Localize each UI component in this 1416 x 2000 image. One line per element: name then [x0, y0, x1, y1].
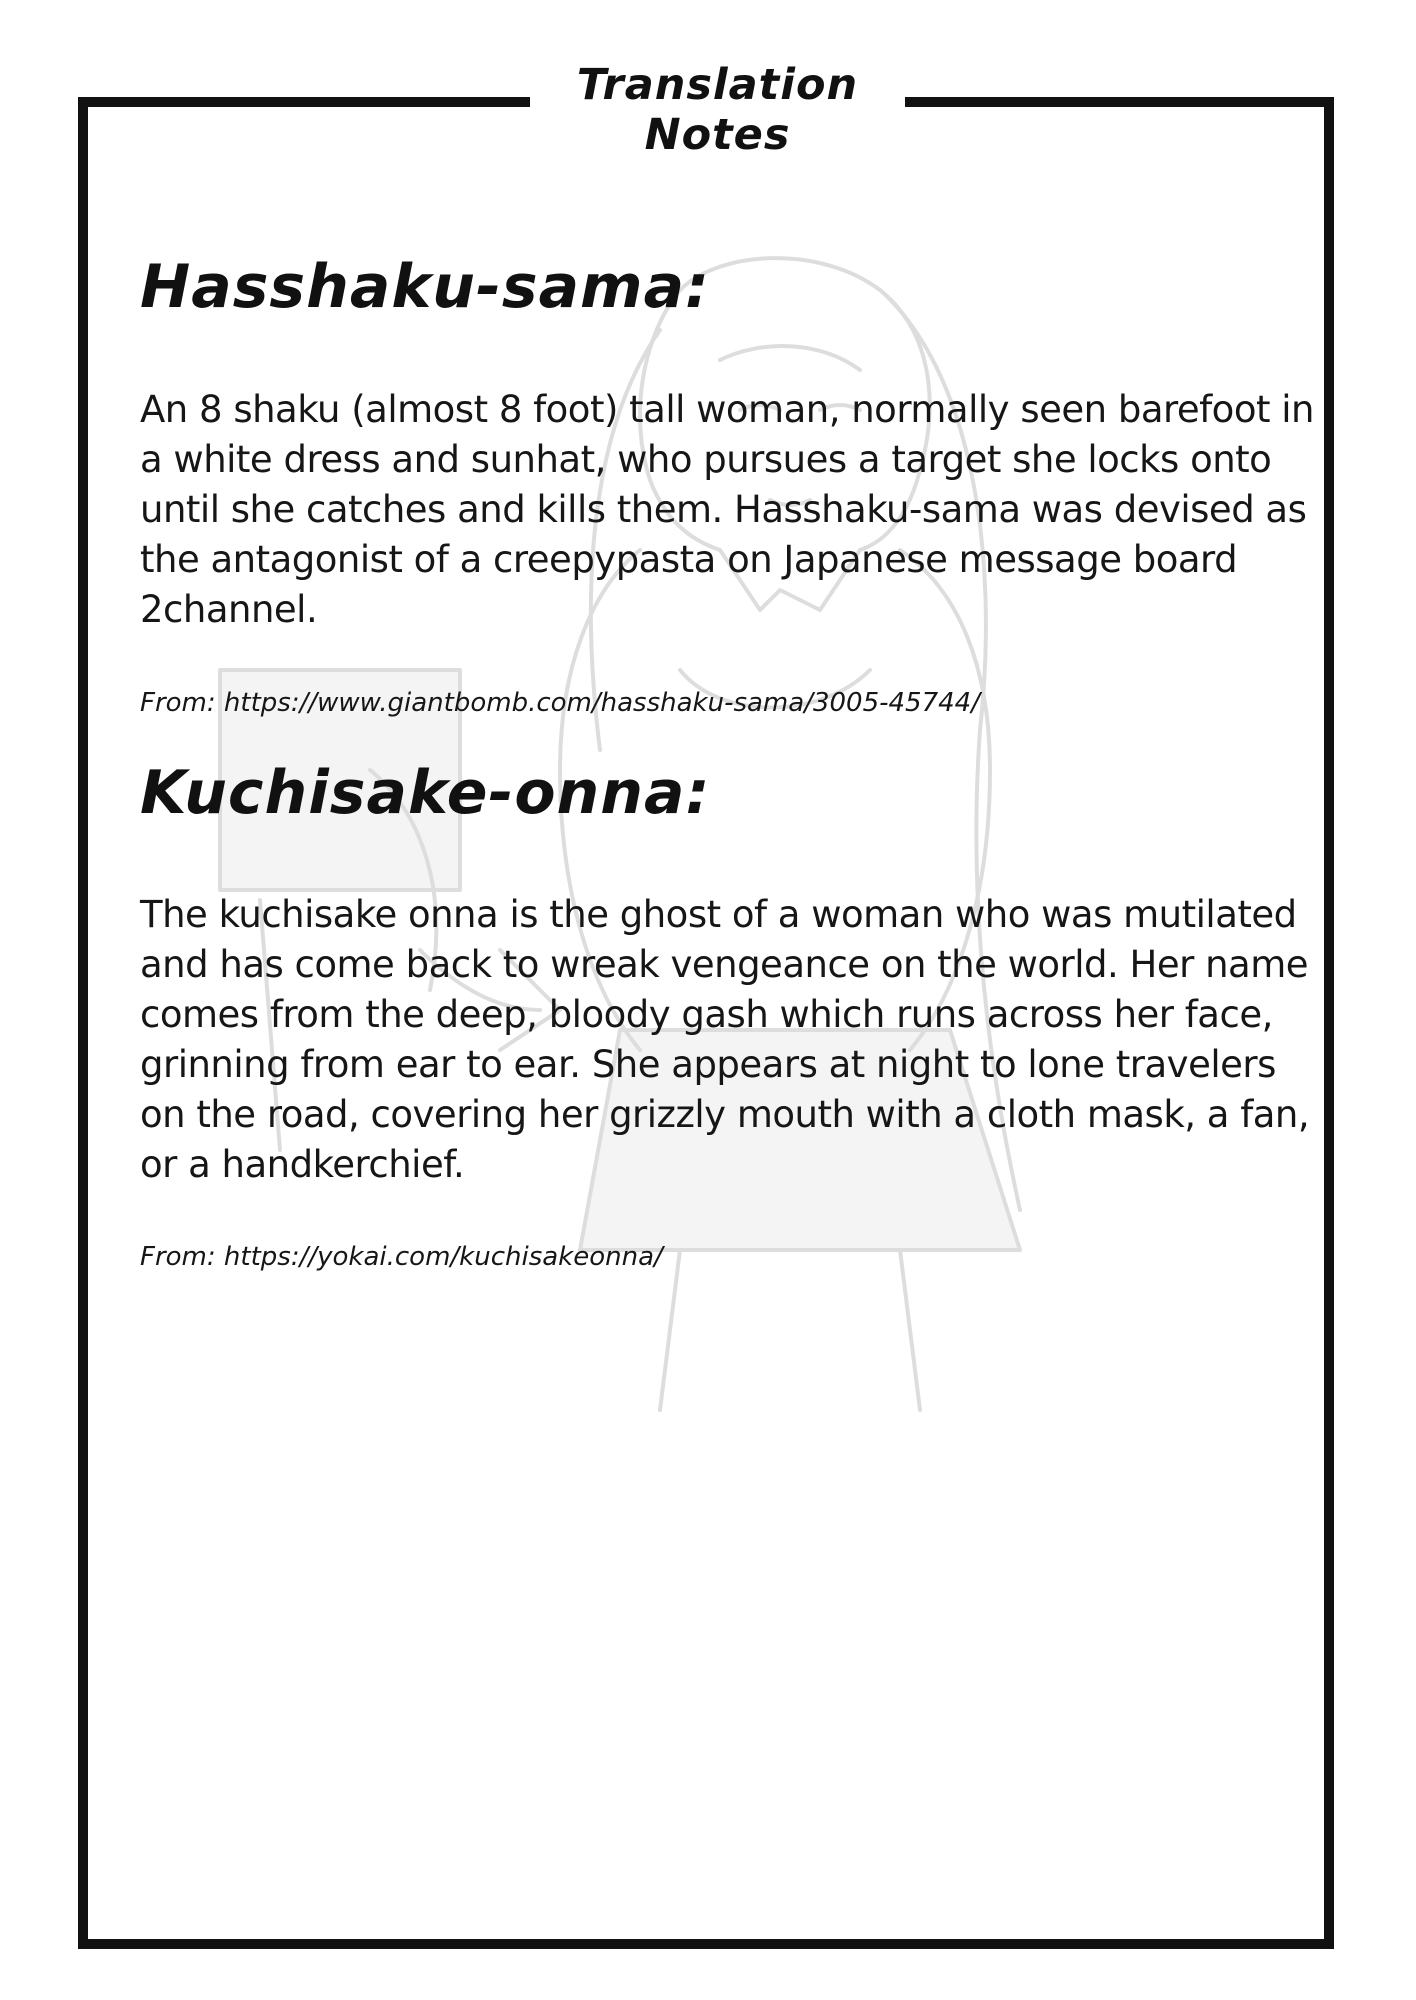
note-heading-kuchisake: Kuchisake-onna:	[140, 758, 711, 828]
note-source-kuchisake: From: https://yokai.com/kuchisakeonna/	[140, 1242, 663, 1272]
note-body-hasshaku: An 8 shaku (almost 8 foot) tall woman, normally seen barefoot in a white dress and sunhat, who pursues a target she locks onto until she catches and kills them. Hasshaku-sama was devised as the antagonist of a creepypasta on Japanese message board 2channel.	[140, 388, 1314, 631]
page-title: Translation Notes	[576, 60, 859, 160]
note-heading-hasshaku: Hasshaku-sama:	[140, 252, 711, 322]
note-body-kuchisake: The kuchisake onna is the ghost of a woman who was mutilated and has come back to wreak vengeance on the world. Her name comes from the deep, bloody gash which runs across her face, grinning from ear to ear. She appears at night to lone travelers on the road, covering her grizzly mouth with a cloth mask, a fan, or a handkerchief.	[140, 893, 1310, 1186]
note-source-hasshaku: From: https://www.giantbomb.com/hasshaku-sama/3005-45744/	[140, 688, 980, 718]
